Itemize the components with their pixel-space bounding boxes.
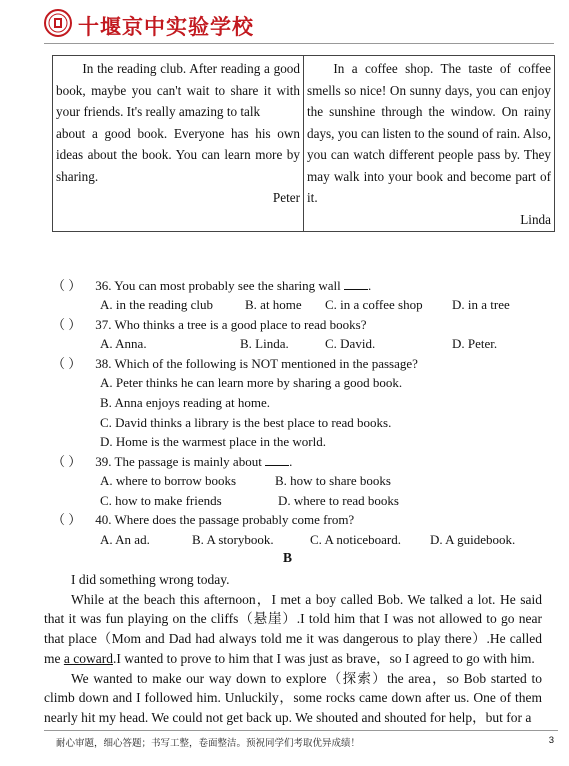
question-stem: The passage is mainly about [114, 454, 262, 469]
question-39: （ ） 39. The passage is mainly about . [52, 452, 292, 472]
question-stem: Where does the passage probably come from? [114, 512, 355, 527]
passage-table [52, 55, 555, 232]
peter-signature: Peter [272, 190, 300, 205]
option: D. A guidebook. [430, 532, 516, 547]
answer-blank [344, 278, 368, 290]
answer-paren[interactable]: （ ） [52, 454, 82, 469]
peter-cell [53, 56, 304, 232]
option: B. A storybook. [192, 532, 274, 547]
option: C. A noticeboard. [310, 532, 401, 547]
option: C. David. [325, 336, 376, 351]
question-38 [52, 354, 418, 374]
option: D. Home is the warmest place in the world. [100, 434, 326, 449]
answer-paren[interactable]: （ ） [52, 278, 82, 293]
option: D. Peter. [452, 336, 498, 351]
story-paragraph-3: We wanted to make our way down to explore（探索）the area，so Bob started to climb down and I followed him. Unluckily，some rocks came down after us. One of them nearly hit my head. We could not get back up. We shouted and shouted for help，but for a [44, 670, 542, 725]
school-name: 十堰京中实验学校 [78, 14, 254, 39]
option: C. David thinks a library is the best place to read books. [100, 415, 392, 430]
answer-paren[interactable]: （ ） [52, 317, 82, 332]
linda-signature: Linda [520, 211, 551, 227]
question-number: 40. [95, 512, 112, 527]
linda-paragraph: In a coffee shop. The taste of coffee smells so nice! On sunny days, you can enjoy the sunshine through the window. On rainy days, you can listen to the sound of rain. Also, you can watch different people pass by. They may walk into your book and become part of it. [307, 61, 551, 205]
page-footer [44, 730, 558, 751]
linda-cell [304, 56, 555, 232]
question-number: 36. [95, 278, 112, 293]
option: D. in a tree [452, 297, 510, 312]
option: C. how to make friends [100, 493, 222, 508]
question-number: 37. [95, 317, 112, 332]
story-paragraph-2: While at the beach this afternoon，I met a boy called Bob. We talked a lot. He said that it was fun playing on the cliffs（悬崖）.I told him that I was not allowed to go near that place（Mom and Dad had always told me it was dangerous to play there）.He called me a coward.I wanted to prove to him that I was just as brave，so I agreed to go with him. [44, 591, 542, 666]
peter-paragraph-2: about a good book. Everyone has his own ideas about the book. You can learn more by sharing. [56, 125, 300, 184]
question-stem: You can most probably see the sharing wall [114, 278, 341, 293]
page-header [44, 9, 554, 44]
story-paragraph-1: I did something wrong today. [71, 572, 230, 587]
question-36: （ ） 36. You can most probably see the sharing wall . [52, 276, 371, 296]
option: A. Peter thinks he can learn more by sharing a good book. [100, 375, 403, 390]
section-b-heading: B [283, 550, 293, 565]
answer-paren[interactable]: （ ） [52, 512, 82, 527]
option: D. where to read books [278, 493, 399, 508]
school-logo-icon [44, 9, 72, 37]
story-passage [44, 570, 542, 728]
option: B. at home [245, 297, 302, 312]
option: A. Anna. [100, 336, 147, 351]
question-stem: Which of the following is NOT mentioned in the passage? [114, 356, 418, 371]
option: A. in the reading club [100, 297, 213, 312]
footer-text: 耐心审题，细心答题；书写工整，卷面整洁。预祝同学们考取优异成绩！ [56, 738, 361, 749]
option: A. where to borrow books [100, 473, 237, 488]
answer-paren[interactable]: （ ） [52, 356, 82, 371]
underlined-phrase: a coward [63, 650, 113, 666]
peter-paragraph-1: In the reading club. After reading a good book, maybe you can't wait to share it with your friends. It's really amazing to talk [56, 61, 300, 119]
question-number: 38. [95, 356, 112, 371]
question-stem: Who thinks a tree is a good place to read books? [114, 317, 367, 332]
question-37 [52, 315, 367, 335]
question-40 [52, 510, 354, 530]
answer-blank [265, 454, 289, 466]
option: C. in a coffee shop [325, 297, 423, 312]
option: A. An ad. [100, 532, 150, 547]
option: B. Linda. [240, 336, 289, 351]
question-number: 39. [95, 454, 112, 469]
page-number: 3 [548, 735, 554, 746]
option: B. Anna enjoys reading at home. [100, 395, 271, 410]
option: B. how to share books [275, 473, 391, 488]
